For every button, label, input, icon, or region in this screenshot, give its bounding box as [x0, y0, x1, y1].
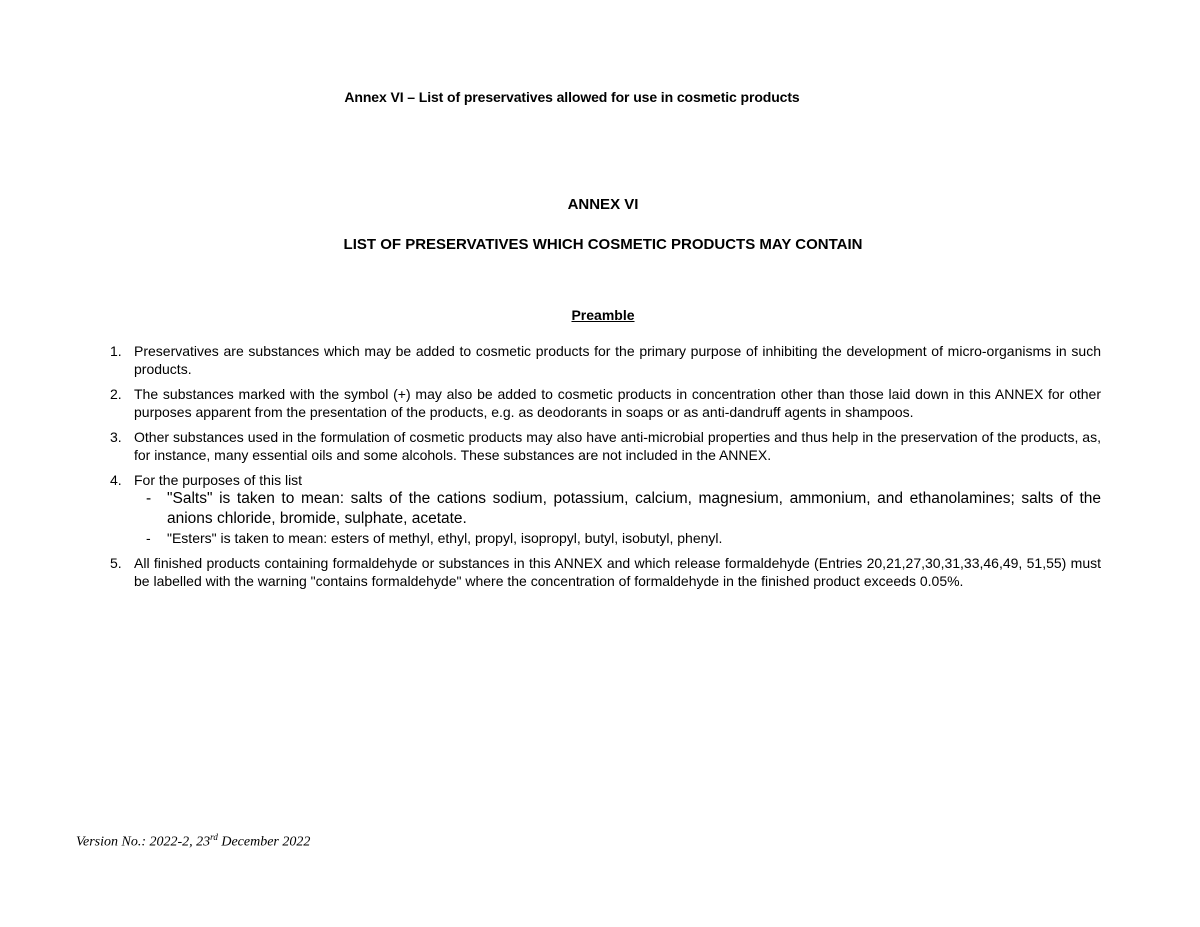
version-footer [76, 832, 310, 851]
preamble-item-5 [110, 554, 1101, 590]
preamble-list [110, 342, 1101, 597]
preamble-item-2 [110, 385, 1101, 421]
annex-subtitle: LIST OF PRESERVATIVES WHICH COSMETIC PRODUCTS MAY CONTAIN [343, 236, 863, 253]
item-text: Other substances used in the formulation of cosmetic products may also have anti-microbial properties and thus help in the preservation of the products, as, for instance, many essential oils and some alcohols. These substances are not included in the ANNEX. [134, 429, 1101, 463]
item-text: Preservatives are substances which may be added to cosmetic products for the primary purpose of inhibiting the development of micro-organisms in such products. [134, 343, 1101, 377]
definition-salts [134, 489, 1101, 529]
version-suffix: December 2022 [217, 834, 311, 850]
running-header-title: Annex VI – List of preservatives allowed for use in cosmetic products [344, 89, 800, 105]
item-number: 4. [110, 472, 122, 488]
dash-bullet: - [146, 530, 151, 546]
version-superscript: rd [210, 832, 218, 842]
item-number: 1. [110, 343, 122, 359]
preamble-item-3 [110, 428, 1101, 464]
dash-bullet: - [146, 490, 152, 507]
definitions-sublist [134, 489, 1101, 547]
item-number: 5. [110, 555, 122, 571]
preamble-heading: Preamble [571, 307, 635, 323]
preamble-item-1 [110, 342, 1101, 378]
preamble-item-4 [110, 471, 1101, 547]
definition-text: "Salts" is taken to mean: salts of the cations sodium, potassium, calcium, magnesium, ammonium, and ethanolamines; salts of the anions chloride, bromide, sulphate, acetate. [167, 490, 1101, 527]
item-text: For the purposes of this list [134, 472, 303, 488]
version-prefix: Version No.: 2022-2, 23 [76, 834, 211, 850]
item-text: All finished products containing formaldehyde or substances in this ANNEX and which release formaldehyde (Entries 20,21,27,30,31,33,46,49, 51,55) must be labelled with the warning "contains formaldehyde" where the concentration of formaldehyde in the finished product exceeds 0.05%. [134, 555, 1101, 589]
definition-text: "Esters" is taken to mean: esters of methyl, ethyl, propyl, isopropyl, butyl, isobutyl, phenyl. [167, 530, 723, 546]
item-number: 3. [110, 429, 122, 445]
item-number: 2. [110, 386, 122, 402]
definition-esters [134, 529, 1101, 547]
item-text: The substances marked with the symbol (+) may also be added to cosmetic products in concentration other than those laid down in this ANNEX for other purposes apparent from the presentation of the products, e.g. as deodorants in soaps or as anti-dandruff agents in shampoos. [134, 386, 1101, 420]
annex-title: ANNEX VI [567, 196, 639, 213]
